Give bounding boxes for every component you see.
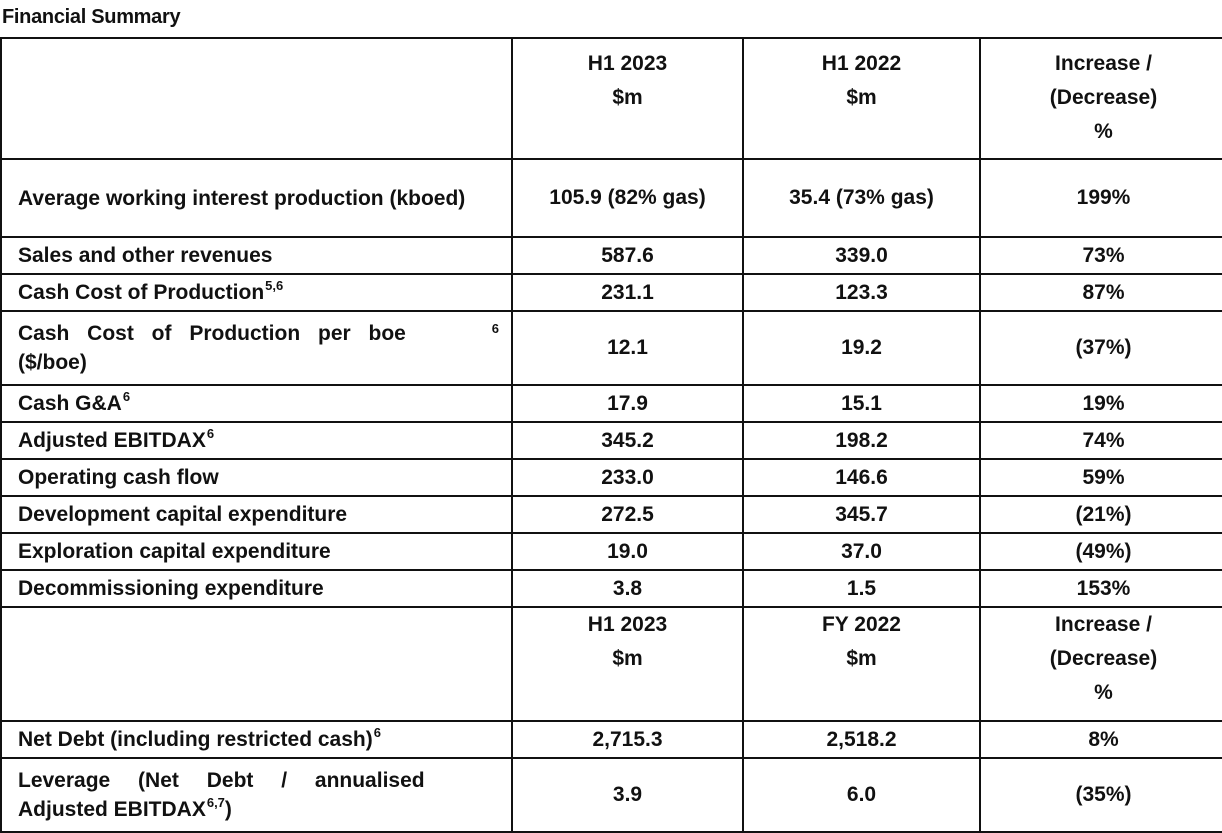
header-change-unit: % [1094,120,1113,143]
row-label-text: Net Debt (including restricted cash) [18,728,373,751]
table-row [1,274,1222,311]
footnote-ref: 6 [206,426,215,441]
cell-change: 153% [980,570,1222,607]
header-change-line1: Increase / [1055,613,1152,636]
header-period: H1 2022 [821,52,902,75]
header-empty-cell [1,607,512,721]
cell-change: (37%) [980,311,1222,385]
cell-h1-2022: 345.7 [743,496,980,533]
footnote-ref: 6 [491,321,499,336]
cell-change: (49%) [980,533,1222,570]
header-unit: $m [846,647,877,670]
header-change [980,38,1222,159]
cell-h1-2023: 231.1 [512,274,743,311]
footnote-ref: 6 [373,725,381,740]
header-h1-2023 [512,38,743,159]
cell-h1-2023: 19.0 [512,533,743,570]
cell-change: (35%) [980,758,1222,832]
cell-h1-2022: 146.6 [743,459,980,496]
header-h1-2022 [743,38,980,159]
table-row [1,758,1222,832]
row-label-line1: Leverage (Net Debt / annualised [18,769,425,792]
cell-change: 59% [980,459,1222,496]
header-unit: $m [846,86,877,109]
cell-h1-2022: 35.4 (73% gas) [743,159,980,237]
header-change-line1: Increase / [1055,52,1152,75]
table-row [1,159,1222,237]
row-label [1,385,512,422]
cell-h1-2022: 19.2 [743,311,980,385]
row-label [1,422,512,459]
header-unit: $m [612,86,643,109]
header-h1-2023 [512,607,743,721]
cell-change: 74% [980,422,1222,459]
row-label [1,721,512,758]
row-label-text: Cash Cost of Production per boe [18,322,406,345]
row-label: Sales and other revenues [1,237,512,274]
table-row [1,385,1222,422]
row-label-text: Cash G&A [18,392,122,415]
row-label-text: Cash Cost of Production [18,281,265,304]
row-label [1,758,512,832]
row-label: Development capital expenditure [1,496,512,533]
cell-h1-2023: 17.9 [512,385,743,422]
cell-h1-2022: 37.0 [743,533,980,570]
header-period: FY 2022 [821,613,901,636]
table-row [1,422,1222,459]
table-row [1,533,1222,570]
header-change [980,607,1222,721]
table-row [1,496,1222,533]
row-label: Exploration capital expenditure [1,533,512,570]
header-unit: $m [612,647,643,670]
cell-h1-2022: 15.1 [743,385,980,422]
row-label-line2 [18,795,499,824]
table-header-row [1,607,1222,721]
cell-change: 87% [980,274,1222,311]
header-change-line2: (Decrease) [1049,647,1158,670]
row-label: Operating cash flow [1,459,512,496]
header-empty-cell [1,38,512,159]
cell-h1-2023: 3.9 [512,758,743,832]
cell-h1-2023: 2,715.3 [512,721,743,758]
row-label-line1 [18,319,499,348]
header-fy-2022 [743,607,980,721]
cell-change: 199% [980,159,1222,237]
table-header-row [1,38,1222,159]
row-label-text: Adjusted EBITDAX [18,798,206,821]
row-label-close: ) [224,798,232,821]
financial-summary-table [0,37,1222,833]
row-label [1,274,512,311]
table-row [1,237,1222,274]
cell-h1-2022: 123.3 [743,274,980,311]
header-change-unit: % [1094,681,1113,704]
header-period: H1 2023 [587,52,668,75]
row-label-text: Adjusted EBITDAX [18,429,206,452]
row-label: Decommissioning expenditure [1,570,512,607]
footnote-ref: 6 [122,389,131,404]
cell-h1-2023: 345.2 [512,422,743,459]
footnote-ref: 6,7 [206,795,225,810]
cell-h1-2022: 339.0 [743,237,980,274]
cell-h1-2023: 272.5 [512,496,743,533]
cell-fy-2022: 6.0 [743,758,980,832]
row-label-line2: ($/boe) [18,351,87,374]
cell-h1-2023: 105.9 (82% gas) [512,159,743,237]
row-label: Average working interest production (kboed) [1,159,512,237]
cell-h1-2022: 1.5 [743,570,980,607]
cell-change: 19% [980,385,1222,422]
table-row [1,721,1222,758]
footnote-ref: 5,6 [265,278,284,293]
row-label [1,311,512,385]
cell-change: 8% [980,721,1222,758]
cell-h1-2023: 233.0 [512,459,743,496]
cell-fy-2022: 2,518.2 [743,721,980,758]
cell-h1-2023: 3.8 [512,570,743,607]
page-title: Financial Summary [2,6,181,28]
table-row [1,570,1222,607]
table-row [1,311,1222,385]
cell-h1-2023: 12.1 [512,311,743,385]
header-change-line2: (Decrease) [1049,86,1158,109]
cell-h1-2022: 198.2 [743,422,980,459]
cell-h1-2023: 587.6 [512,237,743,274]
header-period: H1 2023 [587,613,668,636]
cell-change: 73% [980,237,1222,274]
cell-change: (21%) [980,496,1222,533]
table-row [1,459,1222,496]
